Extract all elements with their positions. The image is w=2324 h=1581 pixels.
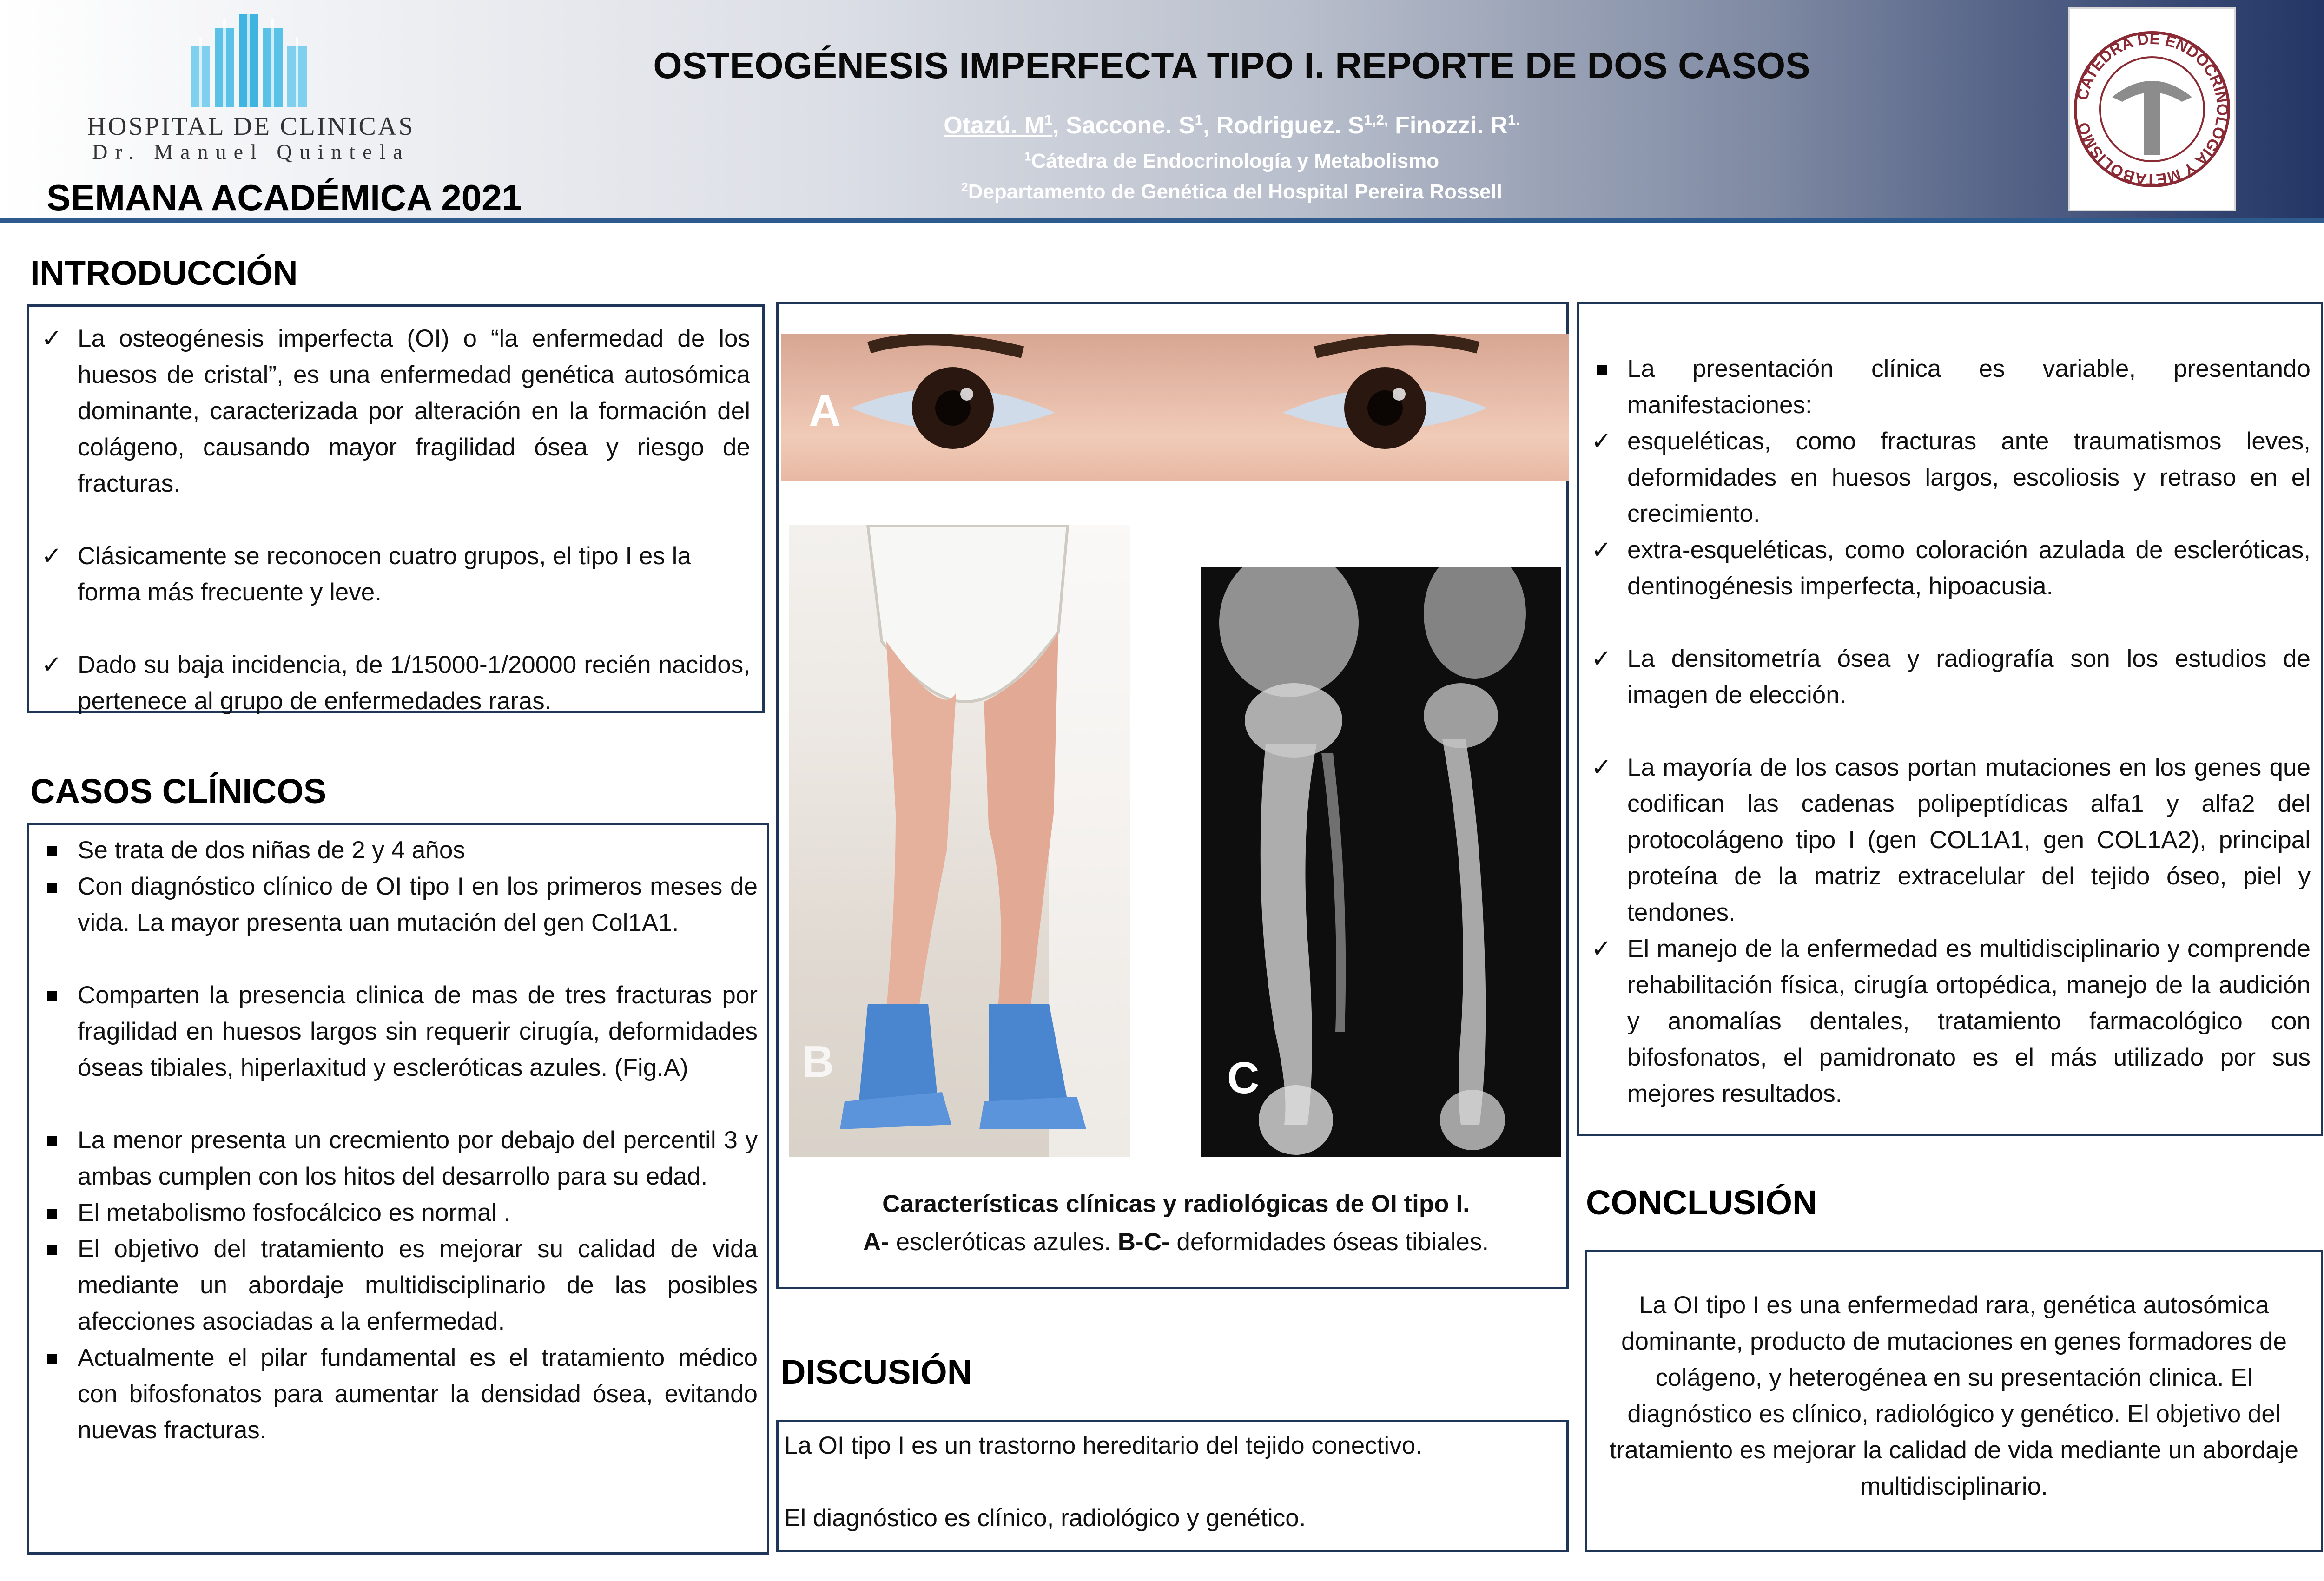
- authors-line: [535, 112, 1929, 139]
- panel-label-a: A: [809, 386, 841, 436]
- hospital-name: HOSPITAL DE CLINICAS: [87, 112, 415, 141]
- header-rule: [0, 218, 2324, 223]
- presentation-item-6: ✓ El manejo de la enfermedad es multidisciplinario y comprende rehabilitación física, cirugía ortopédica, manejo de la audición y anomalías dentales, tratamiento farmacológico con bifosfonatos, el pamidronato es el más utilizado por sus mejores resultados.: [1586, 931, 2311, 1112]
- conclusion-heading: CONCLUSIÓN: [1586, 1183, 1817, 1222]
- intro-item-2: ✓ Clásicamente se reconocen cuatro grupos, el tipo I es la forma más frecuente y leve.: [37, 538, 750, 611]
- discussion-box: [776, 1420, 1569, 1552]
- cases-box: [27, 823, 769, 1555]
- case-item-3: Comparten la presencia clinica de mas de tres fracturas por fragilidad en huesos largos sin requerir cirugía, deformidades óseas tibiales, hiperlaxitud y escleróticas azules. (Fig.A): [37, 977, 758, 1086]
- affiliation-2: $^2$Departamento de Genética del Hospital Pereira Rossell: [961, 180, 1502, 203]
- hospital-subtitle: Dr. Manuel Quintela: [92, 140, 410, 164]
- conclusion-box: [1585, 1250, 2323, 1552]
- poster-title: OSTEOGÉNESIS IMPERFECTA TIPO I. REPORTE DE DOS CASOS: [653, 45, 1810, 86]
- discussion-line-2: El diagnóstico es clínico, radiológico y genético.: [784, 1504, 1306, 1532]
- panel-label-b: B: [802, 1037, 834, 1087]
- panel-label-c: C: [1227, 1053, 1260, 1103]
- case-item-2: Con diagnóstico clínico de OI tipo I en los primeros meses de vida. La mayor presenta uan mutación del gen Col1A1.: [37, 869, 758, 941]
- legs-photo: [789, 525, 1130, 1157]
- presentation-item-2: ✓ esqueléticas, como fracturas ante traumatismos leves, deformidades en huesos largos, escoliosis y retraso en el crecimiento.: [1586, 423, 2311, 532]
- seal-emblem-icon: [2070, 9, 2234, 210]
- child-legs-image: [789, 525, 1130, 1157]
- case-item-1: Se trata de dos niñas de 2 y 4 años: [37, 832, 758, 869]
- case-item-4: La menor presenta un crecmiento por debajo del percentil 3 y ambas cumplen con los hitos del desarrollo para su edad.: [37, 1122, 758, 1195]
- figure-caption-title: Características clínicas y radiológicas de OI tipo I.: [882, 1190, 1470, 1218]
- author-4: Finozzi. $R^{1.}$: [1388, 112, 1520, 139]
- svg-text:CATEDRA DE ENDOCRINOLOGIA Y ME: CATEDRA DE ENDOCRINOLOGIA Y METABOLISMO: [2073, 30, 2232, 189]
- introduction-box: [27, 304, 765, 713]
- affiliation-1: $^1$Cátedra de Endocrinología y Metabolismo: [1024, 149, 1439, 172]
- case-item-7: Actualmente el pilar fundamental es el tratamiento médico con bifosfonatos para aumentar la densidad ósea, evitando nuevas fracturas.: [37, 1340, 758, 1449]
- cases-heading: CASOS CLÍNICOS: [30, 772, 327, 810]
- discussion-heading: DISCUSIÓN: [781, 1353, 972, 1391]
- introduction-heading: INTRODUCCIÓN: [30, 254, 298, 292]
- figure-caption-detail: A- escleróticas azules. B-C- deformidades óseas tibiales.: [863, 1228, 1489, 1256]
- case-item-6: El objetivo del tratamiento es mejorar su calidad de vida mediante un abordaje multidisciplinario de las posibles afecciones asociadas a la enfermedad.: [37, 1231, 758, 1340]
- presentation-item-4: ✓ La densitometría ósea y radiografía son los estudios de imagen de elección.: [1586, 641, 2311, 713]
- intro-item-3: ✓ Dado su baja incidencia, de 1/15000-1/20000 recién nacidos, pertenece al grupo de enfermedades raras.: [37, 647, 750, 719]
- intro-item-1: ✓ La osteogénesis imperfecta (OI) o “la enfermedad de los huesos de cristal”, es una enfermedad genética autosómica dominante, caracterizada por alteración en la formación del colágeno, causando mayor fragilidad ósea y riesgo de fracturas.: [37, 321, 750, 502]
- blue-sclera-eyes-image: [781, 334, 1569, 481]
- author-2: , Saccone. $S^1$: [1052, 112, 1203, 139]
- clinical-presentation-box: [1577, 302, 2323, 1136]
- presentation-item-1: La presentación clínica es variable, presentando manifestaciones:: [1586, 351, 2311, 423]
- hospital-logo-icon: [186, 14, 316, 107]
- discussion-line-1: La OI tipo I es un trastorno hereditario del tejido conectivo.: [784, 1432, 1422, 1459]
- department-seal: [2068, 7, 2236, 211]
- conclusion-text: La OI tipo I es una enfermedad rara, genética autosómica dominante, producto de mutaciones en genes formadores de colágeno, y heterogénea en su presentación clinica. El diagnóstico es clínico, radiológico y genético. El objetivo del tratamiento es mejorar la calidad de vida mediante un abordaje multidisciplinario.: [1610, 1291, 2298, 1500]
- author-3: , Rodriguez. $S^{1,2,}$: [1202, 112, 1388, 139]
- academic-week-label: SEMANA ACADÉMICA 2021: [46, 177, 522, 218]
- presentation-item-5: ✓ La mayoría de los casos portan mutaciones en los genes que codifican las cadenas polipeptídicas alfa1 y alfa2 del protocolágeno tipo I (gen COL1A1, gen COL1A2), principal proteína de la matriz extracelular del tejido óseo, piel y tendones.: [1586, 750, 2311, 931]
- eyes-photo: [781, 334, 1569, 481]
- case-item-5: El metabolismo fosfocálcico es normal .: [37, 1195, 758, 1231]
- presentation-item-3: ✓ extra-esqueléticas, como coloración azulada de escleróticas, dentinogénesis imperfecta, hipoacusia.: [1586, 532, 2311, 605]
- author-1: Otazú. $M^1$: [944, 112, 1053, 139]
